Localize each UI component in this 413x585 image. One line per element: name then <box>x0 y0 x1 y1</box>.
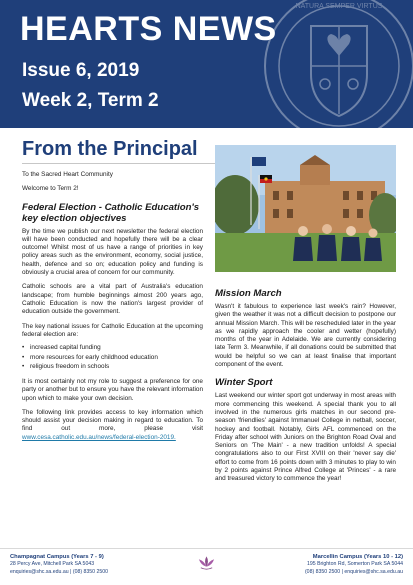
issue-week: Week 2, Term 2 <box>22 90 159 111</box>
footer-marcellin-campus <box>233 553 403 576</box>
winter-sport-paragraph: Last weekend our winter sport got underway in most areas with more commencing this weekend. A special thank you to all involved in the numerous girls matches in our second pre-season 'friendlies' against Immanuel College in netball, soccer, hockey and football. Notably, Girls AFL commenced on the Friday after school with Juniors on the Brighton Road Oval and Seniors on 'The Main' - a new tradition unfolds! A special congratulations also to our First XVIII on their 'never say die' effort to come from 16 points down with 3 minutes to play to win by 2 points against Prince Alfred College at 'Princes' - a rare and treasured victory to commence the year! <box>215 392 396 483</box>
footer-left-title: Champagnat Campus (Years 7 - 9) <box>10 554 104 560</box>
mission-march-paragraph: Wasn't it fabulous to experience last week's rain? However, given the weather it was not a difficult decision to postpone our annual Mission March. This will be rescheduled later in the year as we rapidly approach the cooler and wetter (hopefully) months of the year in Adelaide. We are currently considering late Term 3. Meanwhile, if all donations could be submitted that would be helpful so we can at least finalise that important component of the event. <box>215 303 396 369</box>
college-crest-watermark: NATURA SEMPER VIRTUS SACRED HEART COLLEGE <box>255 0 413 128</box>
lotus-logo-icon <box>197 555 216 571</box>
bullet-item: • increased capital funding <box>22 343 203 353</box>
footer-left-contact[interactable]: enquiries@shc.sa.edu.au | (08) 8350 2500 <box>10 568 109 575</box>
bullet-item: • religious freedom in schools <box>22 362 203 372</box>
winter-sport-heading: Winter Sport <box>215 377 273 389</box>
issue-number: Issue 6, 2019 <box>22 60 140 81</box>
election-heading: Federal Election - Catholic Education's key election objectives <box>22 201 200 224</box>
election-paragraph-5 <box>22 409 203 442</box>
footer-right-contact[interactable]: (08) 8350 2500 | enquiries@shc.sa.edu.au <box>304 568 403 575</box>
footer-champagnat-campus <box>10 553 180 576</box>
section-title: From the Principal <box>22 138 198 160</box>
masthead-banner <box>0 0 413 138</box>
salutation: To the Sacred Heart Community <box>22 171 113 178</box>
newsletter-title: HEARTS NEWS <box>20 10 277 48</box>
right-column <box>215 288 396 484</box>
election-paragraph-4: It is most certainly not my role to suggest a preference for one party or another but to ensure you have the relevant information upon which to make your own decision. <box>22 377 203 402</box>
crest-motto: NATURA SEMPER VIRTUS <box>295 3 383 10</box>
bullet-item: • more resources for early childhood education <box>22 353 203 363</box>
election-paragraph-1: By the time we publish our next newsletter the federal election will have been conducted and hopefully there will be a clear outcome! Whilst most of us have a range of priorities in key policy areas such as the environment, economy, social justice, health, defence and so on; education policy and funding is obviously a crucial area of concern for our community. <box>22 227 203 277</box>
footer-left-address: 28 Percy Ave, Mitchell Park SA 5043 <box>10 561 95 567</box>
election-paragraph-3: The key national issues for Catholic Education at the upcoming federal election are: <box>22 322 203 338</box>
mission-march-heading: Mission March <box>215 288 282 299</box>
election-bullets <box>22 343 203 372</box>
welcome-line: Welcome to Term 2! <box>22 185 79 193</box>
left-column <box>22 171 203 442</box>
footer-right-address: 195 Brighton Rd, Somerton Park SA 5044 <box>306 561 403 567</box>
students-photo <box>215 145 396 272</box>
election-paragraph-5-text: The following link provides access to key information which should assist your decision making in regard to education. To find out more, please visit <box>22 408 203 433</box>
election-info-link[interactable]: www.cesa.catholic.edu.au/news/federal-election-2019. <box>22 433 176 441</box>
footer-right-title: Marcellin Campus (Years 10 - 12) <box>312 554 403 560</box>
election-paragraph-2: Catholic schools are a vital part of Australia's education landscape; from humble beginnings almost 200 years ago, Catholic Education is now the nation's largest provider of education outside the government. <box>22 283 203 316</box>
